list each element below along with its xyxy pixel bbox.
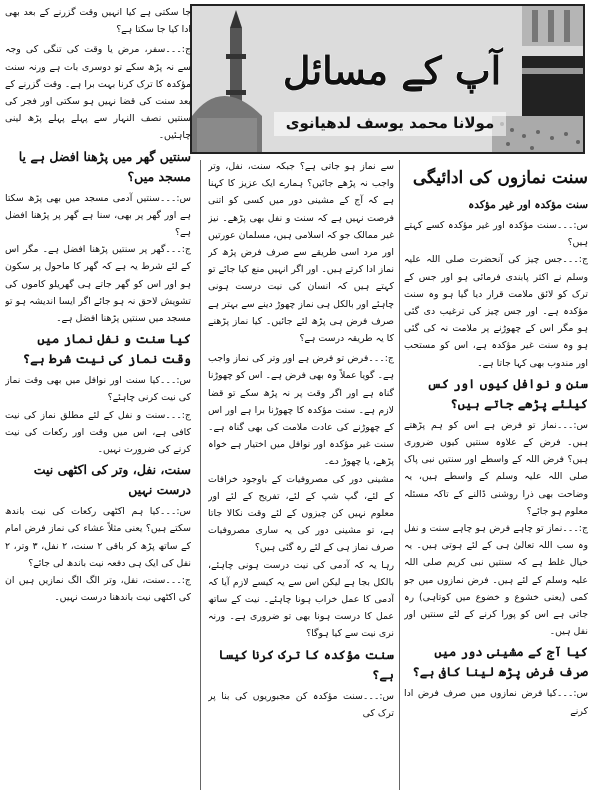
column-divider [399,160,400,790]
answer-text: ج:۔۔۔سنت، نفل، وتر الگ الگ نمازیں ہیں ان کی اکٹھی نیت باندھنا درست نہیں۔ [5,575,191,604]
answer-text: ج:۔۔۔گھر پر سنتیں پڑھنا افضل ہے۔ مگر اس کے لئے شرط یہ ہے کہ گھر کا ماحول پر سکون ہو اور اس کو گھر جاتے ہی گھریلو کاموں کی تشویش لاحق نہ ہو جائے اگر ایسا اندیشہ ہو تو مسجد میں سنتیں پڑھنا افضل ہے۔ [5,244,191,325]
section-heading: سنتیں گھر میں پڑھنا افضل ہے یا مسجد میں؟ [18,148,191,184]
section-heading: کیا سنت و نفل نماز میں وقت نماز کی نیت شرط ہے؟ [22,331,191,367]
question-text: سے نماز ہو جاتی ہے؟ جبکہ سنت، نفل، وتر واجب نہ پڑھے جائیں؟ ہمارے ایک عزیز کا کہنا ہے کہ آج کے مشینی دور میں کسی کو اتنی فرصت نہیں ہے کہ سنت و نفل بھی پڑھے۔ نیز غیر ممالک جو کہ اسلامی ہیں، مسلمان عورتیں اور مرد اسی طریقے سے صرف فرض پڑھ کر نماز ادا کرتے ہیں۔ اور اگر انہیں منع کیا جائے تو کہتے ہیں کہ انسان کی نیت درست ہونی چاہئے اور بالکل ہی نماز چھوڑ دینے سے بہتر ہے صرف فرض ہی پڑھ لئے جائیں۔ کیا نماز پڑھنے کا یہ طریقہ درست ہے؟ [208,161,394,345]
question-text: س:۔۔۔کیا سنت اور نوافل میں بھی وقت نماز کی نیت کرنی چاہئے؟ [5,375,191,404]
question-text: س:۔۔۔نماز تو فرض ہے اس کو ہم پڑھتے ہیں۔ فرض کے علاوہ سنتیں کیوں ضروری ہیں؟ فرض اللہ کے واسطے اور سنتیں نبی پاک صلی اللہ علیہ وسلم کے واسطے ہیں، یہ وضاحت بھی ذرا روشنی ڈالنے کے تاکہ مسئلہ معلوم ہو جائے؟ [404,419,588,517]
question-text: س:۔۔۔سنتیں آدمی مسجد میں بھی پڑھ سکتا ہے اور گھر پر بھی، سنا ہے گھر پر پڑھنا افضل ہے؟ [5,192,191,239]
section-heading: سنت مؤکدہ اور غیر مؤکدہ [468,199,588,211]
answer-text: رہا یہ کہ آدمی کی نیت درست ہونی چاہئے، بالکل بجا ہے لیکن اس سے یہ کیسے لازم آیا کہ آدمی کا عمل خراب ہونا چاہئے۔ نیت کے ساتھ عمل کا درست ہونا بھی تو ضروری ہے۔ ورنہ نری نیت سے کیا ہوگا؟ [208,559,394,640]
middle-column [208,158,394,793]
question-text: س:۔۔۔سنت مؤکدہ کن مجبوریوں کی بنا پر ترک کی [208,690,394,719]
question-text: س:۔۔۔کیا ہم اکٹھی رکعات کی نیت باندھ سکتے ہیں؟ یعنی مثلاً عشاء کی نماز فرض امام کے ساتھ پڑھ کر باقی ۲ سنت، ۲ نفل، ۳ وتر، ۲ نفل کی ایک ہی دفعہ نیت باندھ لی جائے؟ [5,506,191,569]
banner-title: آپ کے مسائل [282,48,502,93]
section-heading: سنت مؤکدہ کا ترک کرنا کیسا ہے؟ [218,646,394,682]
article-heading: سنت نمازوں کی ادائیگی [412,168,588,188]
answer-text: ج:۔۔۔نماز تو چاہے فرض ہو چاہے سنت و نفل وہ سب اللہ تعالیٰ ہی کے لئے ہوتی ہیں۔ یہ خیال غلط ہے کہ سنتیں نبی کریم صلی اللہ علیہ وسلم کے لئے ہیں۔ فرض نمازوں میں جو کمی (یعنی خشوع و خضوع میں کوتاہی) رہ جاتی ہے اس کو پورا کرنے کے لئے سنتیں اور نفل ہیں۔ [404,523,588,638]
section-heading: سنت، نفل، وتر کی اکٹھی نیت درست نہیں [33,462,191,498]
banner-author: مولانا محمد یوسف لدھیانوی [285,114,495,132]
section-heading: سنن و نوافل کیوں اور کس کیلئے پڑھے جاتے ہیں؟ [427,375,588,411]
right-column [404,158,588,793]
answer-text: ج:۔۔۔سفر، مرض یا وقت کی تنگی کی وجہ سے نہ پڑھ سکے تو دوسری بات ہے ورنہ سنت مؤکدہ کا ترک کرنا بہت برا ہے۔ وقت گزرنے کے بعد سنت کی قضا نہیں ہو سکتی اور فجر کی سنتیں نصف النہار سے پہلے پہلے پڑھ لینی چاہئیں۔ [5,44,191,142]
left-column [5,4,191,793]
answer-text: ج:۔۔۔جس چیز کی آنحضرت صلی اللہ علیہ وسلم نے اکثر پابندی فرمائی ہو اور جس کے ترک کو لائق ملامت قرار دیا گیا ہو وہ سنت مؤکدہ ہے۔ اور جس چیز کی ترغیب دی گئی ہو مگر اس کے چھوڑنے پر ملامت نہ کی گئی ہو وہ سنت غیر مؤکدہ ہے، اس کو مستحب اور مندوب بھی کہا جاتا ہے۔ [404,254,588,369]
question-text: جا سکتی ہے کیا انہیں وقت گزرنے کے بعد بھی ادا کیا جا سکتا ہے؟ [5,7,191,36]
answer-text: مشینی دور کی مصروفیات کے باوجود خرافات کے لئے، گپ شپ کے لئے، تفریح کے لئے اور معلوم نہیں کن چیزوں کے لئے وقت نکالا جاتا ہے، تو مشینی دور کی یہ ساری مصروفیات صرف نماز ہی کے لئے رہ گئی ہیں؟ [208,473,394,554]
column-divider [200,160,201,790]
question-text: س:۔۔۔سنت مؤکدہ اور غیر مؤکدہ کسے کہتے ہیں؟ [404,220,588,249]
answer-text: ج:۔۔۔سنت و نفل کے لئے مطلق نماز کی نیت کافی ہے، اس میں وقت اور رکعات کی نیت کرنے کی ضرورت نہیں۔ [5,409,191,456]
question-text: س:۔۔۔کیا فرض نمازوں میں صرف فرض ادا کرنے [404,688,588,717]
section-heading: کیا آج کے مشینی دور میں صرف فرض پڑھ لینا کافی ہے؟ [412,644,588,680]
answer-text: ج:۔۔۔فرض تو فرض ہے اور وتر کی نماز واجب ہے۔ گویا عملاً وہ بھی فرض ہے۔ اس کو چھوڑنا گناہ ہے اور اگر وقت پر نہ پڑھ سکے تو قضا لازم ہے۔ سنت مؤکدہ کا چھوڑنا برا ہے اور اس کے چھوڑنے کی عادت ملامت کی بھی گناہ ہے۔ سنت غیر مؤکدہ اور نوافل میں اختیار ہے خواہ پڑھے، یا چھوڑ دے۔ [208,353,394,468]
column-banner [190,4,585,154]
